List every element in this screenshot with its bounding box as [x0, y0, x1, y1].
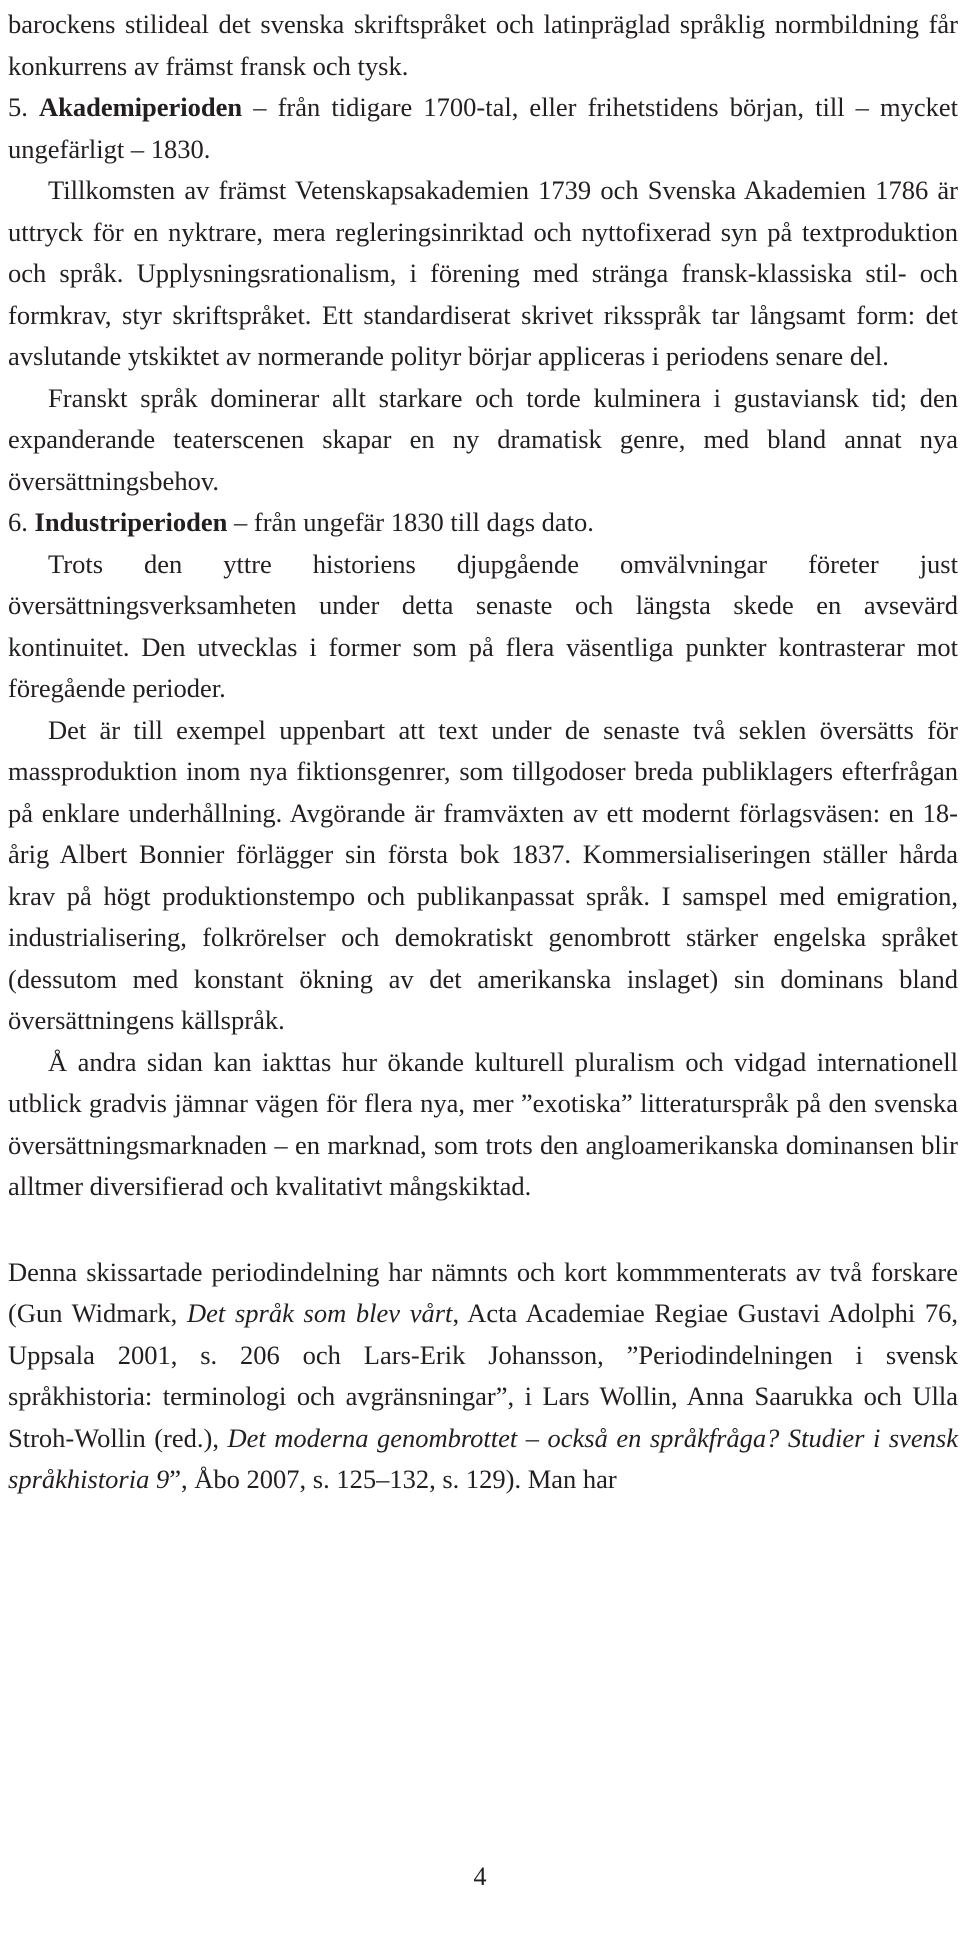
page-number: 4: [473, 1862, 487, 1891]
section-number: 6.: [8, 507, 28, 537]
page-body: [8, 4, 958, 1501]
section-title: Industriperioden: [34, 507, 228, 537]
section-title: Akademiperioden: [38, 92, 243, 122]
paragraph: Franskt språk dominerar allt starkare och torde kulminera i gustaviansk tid; den expanderande teaterscenen skapar en ny dramatisk genre, med bland annat nya översättningsbehov.: [8, 382, 958, 496]
paragraph: Det är till exempel uppenbart att text under de senaste två seklen översätts för massproduktion inom nya fiktionsgenrer, som tillgodoser breda publiklagers efterfrågan på enklare underhållning. Avgörande är framväxten av ett modernt förlagsväsen: en 18-årig Albert Bonnier förlägger sin första bok 1837. Kommersialiseringen ställer hårda krav på högt produktionstempo och publikanpassat språk. I samspel med emigration, industrialisering, folkrörelser och demokratiskt genombrott stärker engelska språket (dessutom med konstant ökning av det amerikanska inslaget) sin dominans bland översättningens källspråk.: [8, 714, 958, 1035]
paragraph: Å andra sidan kan iakttas hur ökande kulturell pluralism och vidgad internationell utblick gradvis jämnar vägen för flera nya, mer ”exotiska” litteraturspråk på den svenska översättningsmarknaden – en marknad, som trots den angloamerikanska dominansen blir alltmer diversifierad och kvalitativt mångskiktad.: [8, 1046, 958, 1201]
paragraph-references: Denna skissartade periodindelning har nämnts och kort kommmenterats av två forskare (Gun Widmark, Det språk som blev vårt, Acta Academiae Regiae Gustavi Adolphi 76, Uppsala 2001, s. 206 och Lars-Erik Johansson, ”Periodindelningen i svensk språkhistoria: terminologi och avgränsningar”, i Lars Wollin, Anna Saarukka och Ulla Stroh-Wollin (red.), Det moderna genombrottet – också en språkfråga? Studier i svensk språkhistoria 9”, Åbo 2007, s. 125–132, s. 129). Man har: [8, 1256, 958, 1494]
section-period: – från ungefär 1830 till dags dato.: [227, 507, 594, 537]
section-period: – från tidigare 1700-tal, eller frihetstidens början, till – mycket ungefärligt – 1830.: [8, 92, 959, 164]
paragraph-continuation: barockens stilideal det svenska skriftspråket och latinpräglad språklig normbildning får konkurrens av främst fransk och tysk.: [8, 9, 958, 81]
book-title: Det moderna genombrottet – också en språkfråga? Studier i svensk språkhistoria 9: [8, 1422, 958, 1494]
paragraph: Trots den yttre historiens djupgående omvälvningar företer just översättningsverksamheten under detta senaste och längsta skede en avsevärd kontinuitet. Den utvecklas i former som på flera väsentliga punkter kontrasterar mot föregående perioder.: [8, 548, 958, 703]
paragraph-gap: [8, 1208, 958, 1252]
paragraph: Tillkomsten av främst Vetenskapsakademien 1739 och Svenska Akademien 1786 är uttryck för en nyktrare, mera regleringsinriktad och nyttofixerad syn på textproduktion och språk. Upplysningsrationalism, i förening med stränga fransk-klassiska stil- och formkrav, styr skriftspråket. Ett standardiserat skrivet riksspråk tar långsamt form: det avslutande ytskiktet av normerande polityr börjar appliceras i periodens senare del.: [8, 175, 958, 371]
section-6-heading: [8, 502, 958, 544]
section-5-heading: [8, 87, 958, 170]
book-title: Det språk som blev vårt: [187, 1298, 453, 1328]
section-number: 5.: [8, 92, 28, 122]
